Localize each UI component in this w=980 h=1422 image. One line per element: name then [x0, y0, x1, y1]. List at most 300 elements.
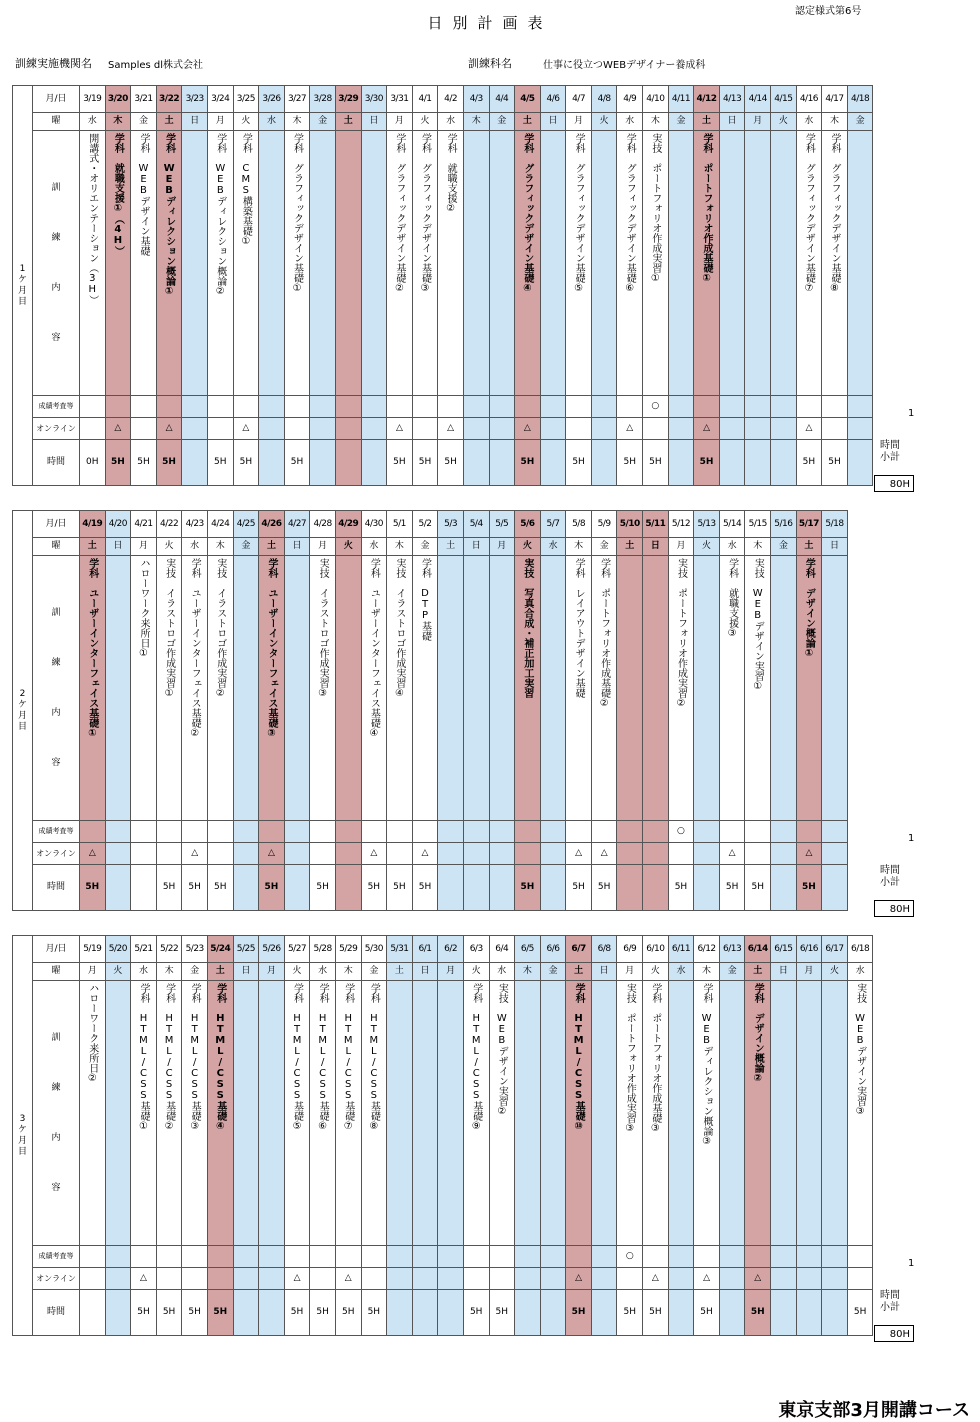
grade-cell — [822, 1246, 848, 1268]
date-cell: 5/22 — [156, 936, 182, 963]
weekday-cell: 火 — [156, 538, 182, 556]
grade-cell — [284, 1246, 310, 1268]
grade-cell — [412, 1246, 438, 1268]
table-row — [13, 821, 848, 843]
date-cell: 4/2 — [438, 86, 464, 113]
hours-cell: 5H — [182, 865, 208, 911]
date-cell: 6/3 — [463, 936, 489, 963]
weekday-cell: 水 — [719, 538, 745, 556]
lesson-content-cell — [617, 131, 643, 396]
footer-course-label: 東京支部3月開講コース — [778, 1400, 970, 1421]
online-cell — [668, 843, 694, 865]
lesson-content-cell — [796, 131, 822, 396]
grade-cell: ○ — [617, 1246, 643, 1268]
lesson-content-cell — [310, 131, 336, 396]
hours-cell: 5H — [745, 865, 771, 911]
hours-cell — [182, 440, 208, 486]
weekday-cell: 月 — [617, 963, 643, 981]
weekday-cell: 月 — [668, 538, 694, 556]
grade-cell — [335, 1246, 361, 1268]
lesson-content-cell — [694, 131, 720, 396]
lesson-content-cell — [566, 981, 592, 1246]
grade-cell — [387, 396, 413, 418]
lesson-title: 学科 就職支援② — [445, 133, 457, 214]
subtotal-value: 80H — [874, 1325, 914, 1342]
table-row — [13, 1290, 873, 1336]
grade-cell — [156, 821, 182, 843]
lesson-title: 学科 就職支援①（4H） — [112, 133, 124, 256]
lesson-content-cell — [463, 556, 489, 821]
grade-cell — [131, 1246, 157, 1268]
online-cell: △ — [438, 418, 464, 440]
online-cell: △ — [387, 418, 413, 440]
hours-cell: 5H — [131, 440, 157, 486]
table-row — [13, 511, 848, 538]
lesson-title: 学科 グラフィックデザイン基礎⑤ — [573, 133, 585, 294]
grade-cell — [156, 396, 182, 418]
online-cell — [515, 1268, 541, 1290]
lesson-content-cell — [335, 131, 361, 396]
weekday-cell: 水 — [540, 538, 566, 556]
weekday-cell: 土 — [796, 538, 822, 556]
lesson-title: 学科 HTML/CSS基礎⑦ — [342, 983, 354, 1132]
hours-cell — [387, 1290, 413, 1336]
weekday-cell: 水 — [438, 113, 464, 131]
lesson-title: 学科 ユーザーインターフェイス基礎② — [189, 558, 201, 739]
lesson-title: 学科 ユーザーインターフェイス基礎① — [86, 558, 98, 739]
date-cell: 6/5 — [515, 936, 541, 963]
subtotal-label: 時間 小計 — [880, 1290, 900, 1313]
lesson-content-cell — [591, 556, 617, 821]
table-row — [13, 538, 848, 556]
date-cell: 4/27 — [284, 511, 310, 538]
weekday-row-label: 曜 — [33, 538, 80, 556]
lesson-title: 実技 ポートフォリオ作成実習② — [675, 558, 687, 709]
weekday-cell: 水 — [847, 963, 873, 981]
online-cell — [668, 1268, 694, 1290]
weekday-cell: 土 — [694, 113, 720, 131]
date-cell: 6/18 — [847, 936, 873, 963]
schedule-section-2 — [12, 510, 848, 911]
online-cell — [719, 418, 745, 440]
table-row — [13, 981, 873, 1246]
lesson-content-cell — [745, 556, 771, 821]
date-cell: 4/24 — [207, 511, 233, 538]
online-cell — [771, 843, 797, 865]
online-cell — [438, 1268, 464, 1290]
grade-cell — [515, 396, 541, 418]
grade-cell — [719, 396, 745, 418]
grade-cell — [463, 396, 489, 418]
grade-cell — [847, 1246, 873, 1268]
online-cell — [796, 1268, 822, 1290]
table-row — [13, 418, 873, 440]
lesson-content-cell — [847, 131, 873, 396]
lesson-content-cell — [796, 556, 822, 821]
date-cell: 6/16 — [796, 936, 822, 963]
grade-cell — [131, 396, 157, 418]
lesson-content-cell — [207, 981, 233, 1246]
weekday-cell: 木 — [745, 538, 771, 556]
lesson-content-cell — [131, 131, 157, 396]
lesson-title: 学科 HTML/CSS基礎⑤ — [291, 983, 303, 1132]
online-row-label: オンライン — [33, 418, 80, 440]
lesson-content-cell — [284, 131, 310, 396]
grade-cell — [771, 396, 797, 418]
hours-cell — [284, 865, 310, 911]
lesson-content-cell — [617, 556, 643, 821]
grade-cell — [540, 1246, 566, 1268]
hours-cell: 5H — [80, 865, 106, 911]
lesson-title: 実技 写真合成・補正加工実習 — [521, 558, 533, 698]
weekday-cell: 月 — [745, 113, 771, 131]
form-number: 認定様式第6号 — [795, 6, 862, 17]
weekday-cell: 日 — [182, 113, 208, 131]
lesson-content-cell — [719, 556, 745, 821]
date-cell: 4/6 — [540, 86, 566, 113]
lesson-title: 実技 イラストロゴ作成実習④ — [393, 558, 405, 699]
online-cell — [540, 418, 566, 440]
online-cell — [207, 843, 233, 865]
date-cell: 4/23 — [182, 511, 208, 538]
grade-cell — [463, 1246, 489, 1268]
online-cell — [540, 843, 566, 865]
hours-cell: 5H — [156, 865, 182, 911]
online-row-label: オンライン — [33, 1268, 80, 1290]
date-cell: 6/4 — [489, 936, 515, 963]
weekday-cell: 火 — [335, 538, 361, 556]
hours-cell — [796, 1290, 822, 1336]
online-cell — [745, 843, 771, 865]
hours-cell — [412, 1290, 438, 1336]
date-cell: 5/20 — [105, 936, 131, 963]
grade-cell — [771, 821, 797, 843]
date-cell: 3/31 — [387, 86, 413, 113]
hours-cell — [259, 440, 285, 486]
weekday-cell: 日 — [463, 538, 489, 556]
online-cell — [489, 1268, 515, 1290]
lesson-content-cell — [489, 556, 515, 821]
online-cell: △ — [643, 1268, 669, 1290]
date-cell: 6/12 — [694, 936, 720, 963]
lesson-type: ハローワーク来所日② — [86, 983, 98, 1084]
lesson-content-cell — [822, 556, 848, 821]
hours-cell: 5H — [822, 440, 848, 486]
grade-cell — [489, 396, 515, 418]
grade-cell — [796, 396, 822, 418]
hours-cell: 5H — [617, 1290, 643, 1336]
lesson-content-cell — [233, 556, 259, 821]
hours-cell — [438, 865, 464, 911]
date-cell: 6/11 — [668, 936, 694, 963]
lesson-content-cell — [412, 131, 438, 396]
online-cell — [847, 1268, 873, 1290]
weekday-cell: 日 — [412, 963, 438, 981]
weekday-cell: 水 — [182, 538, 208, 556]
grade-cell — [207, 1246, 233, 1268]
date-cell: 6/17 — [822, 936, 848, 963]
weekday-cell: 月 — [387, 113, 413, 131]
lesson-content-cell — [182, 131, 208, 396]
hours-cell — [515, 1290, 541, 1336]
date-cell: 4/11 — [668, 86, 694, 113]
online-cell — [310, 843, 336, 865]
hours-cell — [540, 440, 566, 486]
date-cell: 5/9 — [591, 511, 617, 538]
online-cell — [105, 843, 131, 865]
weekday-cell: 日 — [719, 113, 745, 131]
online-cell — [182, 418, 208, 440]
table-row — [13, 1268, 873, 1290]
grade-cell — [156, 1246, 182, 1268]
weekday-cell: 日 — [540, 113, 566, 131]
weekday-cell: 火 — [771, 113, 797, 131]
grade-cell — [80, 821, 106, 843]
grade-cell — [489, 821, 515, 843]
org-label: 訓練実施機関名 — [15, 57, 92, 70]
lesson-content-cell — [259, 556, 285, 821]
date-cell: 5/1 — [387, 511, 413, 538]
weekday-cell: 日 — [643, 538, 669, 556]
lesson-content-cell — [182, 556, 208, 821]
date-cell: 5/13 — [694, 511, 720, 538]
hours-cell: 5H — [412, 865, 438, 911]
date-cell: 5/4 — [463, 511, 489, 538]
grade-cell — [438, 396, 464, 418]
lesson-content-cell — [438, 981, 464, 1246]
grade-cell — [361, 396, 387, 418]
online-cell: △ — [156, 418, 182, 440]
hours-cell — [719, 1290, 745, 1336]
date-cell: 4/9 — [617, 86, 643, 113]
online-cell — [310, 1268, 336, 1290]
hours-cell: 5H — [412, 440, 438, 486]
lesson-content-cell — [335, 556, 361, 821]
lesson-content-cell — [284, 556, 310, 821]
online-cell: △ — [361, 843, 387, 865]
online-cell — [489, 418, 515, 440]
lesson-content-cell — [617, 981, 643, 1246]
lesson-content-cell — [515, 556, 541, 821]
weekday-cell: 月 — [259, 963, 285, 981]
course-label: 訓練科名 — [468, 57, 512, 70]
online-cell: △ — [796, 843, 822, 865]
grade-cell: ○ — [668, 821, 694, 843]
table-row — [13, 556, 848, 821]
hours-cell: 5H — [643, 1290, 669, 1336]
online-cell — [156, 1268, 182, 1290]
hours-cell: 5H — [617, 440, 643, 486]
online-row-label: オンライン — [33, 843, 80, 865]
hours-cell: 5H — [796, 865, 822, 911]
lesson-content-cell — [310, 556, 336, 821]
date-cell: 5/18 — [822, 511, 848, 538]
date-cell: 4/21 — [131, 511, 157, 538]
lesson-content-cell — [668, 131, 694, 396]
date-cell: 4/7 — [566, 86, 592, 113]
weekday-cell: 水 — [259, 113, 285, 131]
lesson-content-cell — [412, 981, 438, 1246]
grade-cell — [694, 396, 720, 418]
table-row — [13, 86, 873, 113]
weekday-cell: 月 — [207, 113, 233, 131]
grade-row-label: 成績考査等 — [33, 821, 80, 843]
weekday-cell: 金 — [591, 538, 617, 556]
hours-cell: 5H — [156, 1290, 182, 1336]
hours-cell: 5H — [387, 440, 413, 486]
date-cell: 6/15 — [771, 936, 797, 963]
hours-cell: 5H — [156, 440, 182, 486]
date-cell: 6/1 — [412, 936, 438, 963]
hours-cell: 5H — [796, 440, 822, 486]
online-cell: △ — [566, 1268, 592, 1290]
online-cell — [131, 843, 157, 865]
weekday-cell: 土 — [438, 538, 464, 556]
hours-cell: 5H — [207, 440, 233, 486]
lesson-content-cell — [643, 131, 669, 396]
date-cell: 5/19 — [80, 936, 106, 963]
grade-cell — [822, 396, 848, 418]
online-cell — [233, 1268, 259, 1290]
date-cell: 5/17 — [796, 511, 822, 538]
weekday-cell: 火 — [284, 963, 310, 981]
content-row-label: 訓 練 内 容 — [33, 556, 80, 821]
lesson-title: 学科 CMS構築基礎① — [240, 133, 252, 247]
weekday-cell: 木 — [335, 963, 361, 981]
weekday-cell: 土 — [387, 963, 413, 981]
lesson-content-cell — [387, 981, 413, 1246]
lesson-content-cell — [694, 981, 720, 1246]
page-title: 日別計画表 — [427, 14, 553, 32]
lesson-content-cell — [361, 981, 387, 1246]
time-row-label: 時間 — [33, 865, 80, 911]
online-cell — [591, 418, 617, 440]
weekday-cell: 水 — [310, 963, 336, 981]
lesson-title: 学科 ポートフォリオ作成基礎① — [701, 133, 713, 284]
weekday-cell: 水 — [361, 538, 387, 556]
grade-cell — [310, 396, 336, 418]
date-cell: 3/29 — [335, 86, 361, 113]
lesson-content-cell — [745, 981, 771, 1246]
grade-cell — [182, 821, 208, 843]
table-row — [13, 843, 848, 865]
date-cell: 5/11 — [643, 511, 669, 538]
date-cell: 5/21 — [131, 936, 157, 963]
lesson-content-cell — [540, 556, 566, 821]
weekday-cell: 木 — [515, 963, 541, 981]
grade-cell — [259, 1246, 285, 1268]
weekday-cell: 金 — [719, 963, 745, 981]
grade-cell — [694, 1246, 720, 1268]
grade-cell — [387, 821, 413, 843]
date-cell: 3/27 — [284, 86, 310, 113]
hours-cell: 5H — [207, 1290, 233, 1336]
date-cell: 4/17 — [822, 86, 848, 113]
hours-cell — [489, 865, 515, 911]
online-cell — [566, 418, 592, 440]
lesson-content-cell — [796, 981, 822, 1246]
hours-cell — [540, 1290, 566, 1336]
weekday-cell: 木 — [463, 113, 489, 131]
lesson-content-cell — [438, 131, 464, 396]
date-cell: 6/8 — [591, 936, 617, 963]
grade-cell — [591, 821, 617, 843]
online-cell — [387, 1268, 413, 1290]
grade-cell — [540, 396, 566, 418]
lesson-content-cell — [182, 981, 208, 1246]
online-cell — [412, 418, 438, 440]
hours-cell — [105, 1290, 131, 1336]
lesson-content-cell — [310, 981, 336, 1246]
online-cell — [80, 418, 106, 440]
date-cell: 6/6 — [540, 936, 566, 963]
weekday-cell: 日 — [284, 538, 310, 556]
weekday-cell: 金 — [489, 113, 515, 131]
subtotal-value: 80H — [874, 900, 914, 917]
date-cell: 5/24 — [207, 936, 233, 963]
online-cell — [412, 1268, 438, 1290]
lesson-content-cell — [719, 981, 745, 1246]
weekday-cell: 火 — [822, 963, 848, 981]
hours-cell: 5H — [361, 865, 387, 911]
date-cell: 4/12 — [694, 86, 720, 113]
grade-cell — [335, 821, 361, 843]
hours-cell — [771, 440, 797, 486]
date-cell: 5/23 — [182, 936, 208, 963]
online-cell — [822, 843, 848, 865]
lesson-title: 実技 イラストロゴ作成実習① — [163, 558, 175, 699]
lesson-title: 学科 ユーザーインターフェイス基礎③ — [265, 558, 277, 739]
grade-count: 1 — [908, 408, 915, 419]
date-cell: 5/27 — [284, 936, 310, 963]
lesson-content-cell — [387, 556, 413, 821]
hours-cell — [643, 865, 669, 911]
weekday-cell: 水 — [668, 963, 694, 981]
grade-cell: ○ — [643, 396, 669, 418]
lesson-content-cell — [566, 131, 592, 396]
online-cell — [335, 418, 361, 440]
grade-count: 1 — [908, 833, 915, 844]
date-cell: 4/19 — [80, 511, 106, 538]
online-cell — [156, 843, 182, 865]
weekday-cell: 金 — [771, 538, 797, 556]
hours-cell — [335, 865, 361, 911]
grade-cell — [284, 821, 310, 843]
online-cell — [643, 418, 669, 440]
weekday-cell: 木 — [284, 113, 310, 131]
weekday-cell: 金 — [361, 963, 387, 981]
hours-cell — [745, 440, 771, 486]
grade-cell — [643, 1246, 669, 1268]
hours-cell: 5H — [489, 1290, 515, 1336]
lesson-title: 学科 HTML/CSS基礎⑩ — [573, 983, 585, 1132]
online-cell: △ — [284, 1268, 310, 1290]
lesson-title: 学科 レイアウトデザイン基礎 — [573, 558, 585, 698]
lesson-title: 学科 グラフィックデザイン基礎② — [393, 133, 405, 294]
lesson-title: 学科 HTML/CSS基礎⑥ — [317, 983, 329, 1132]
grade-cell — [80, 396, 106, 418]
lesson-content-cell — [105, 131, 131, 396]
grade-cell — [361, 1246, 387, 1268]
lesson-title: 学科 ポートフォリオ作成基礎③ — [649, 983, 661, 1134]
weekday-row-label: 曜 — [33, 963, 80, 981]
lesson-content-cell — [771, 131, 797, 396]
hours-cell — [233, 865, 259, 911]
online-cell: △ — [182, 843, 208, 865]
hours-cell: 5H — [668, 865, 694, 911]
course-name: 仕事に役立つWEBデザイナー養成科 — [543, 60, 706, 71]
weekday-row-label: 曜 — [33, 113, 80, 131]
